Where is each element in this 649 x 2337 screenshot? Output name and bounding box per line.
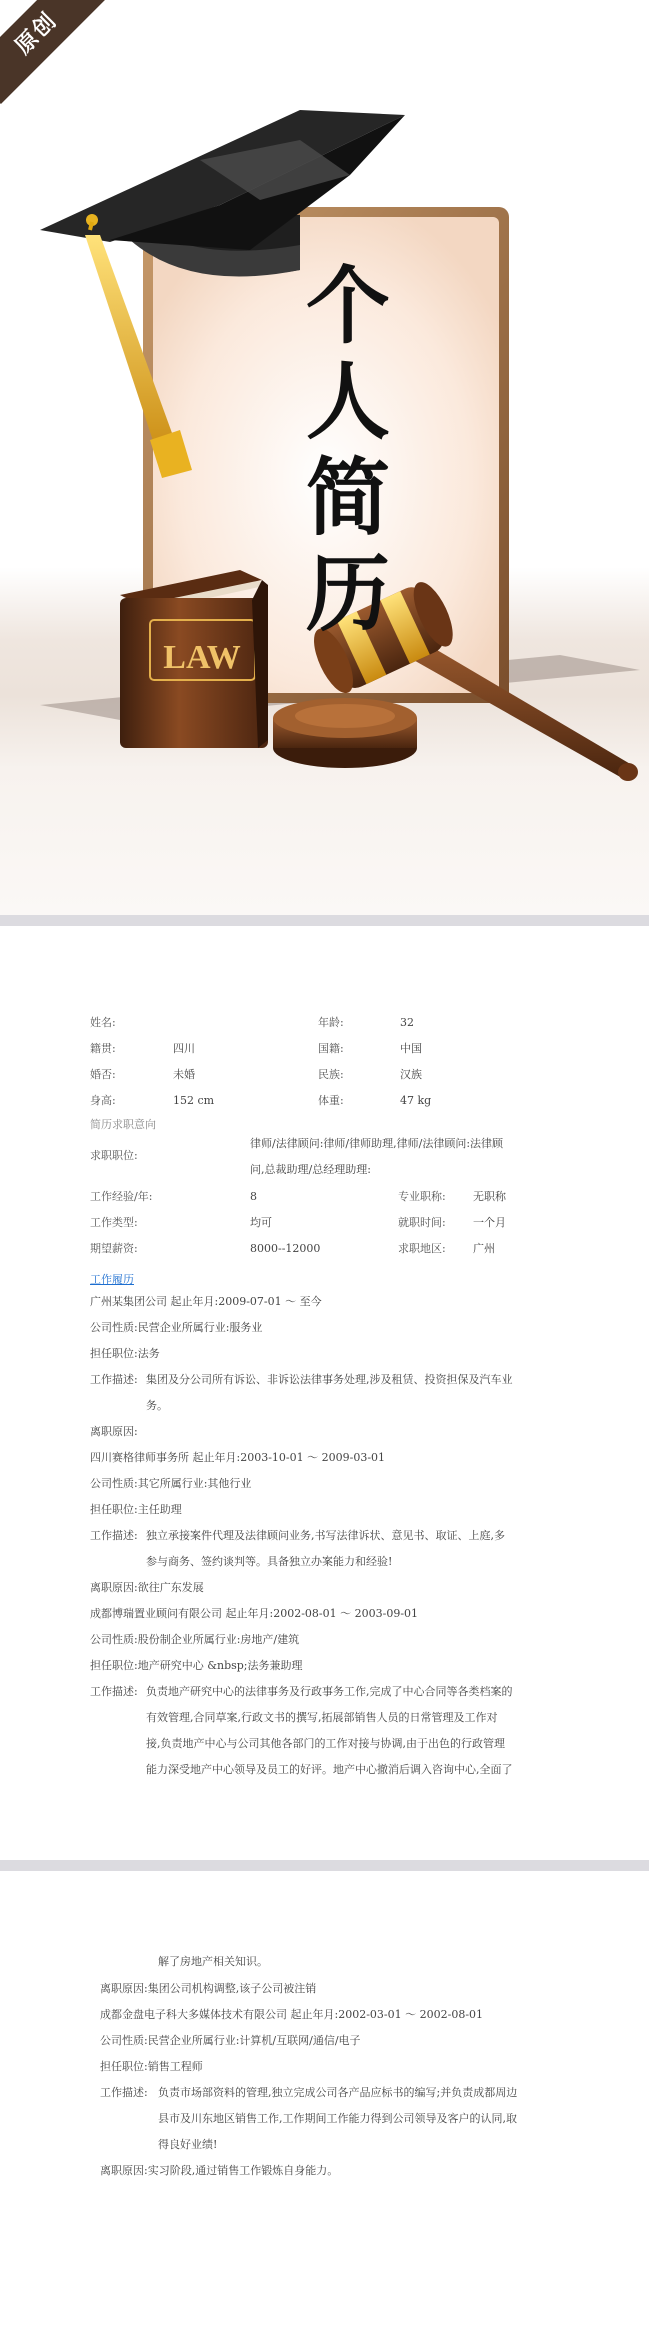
job-position: 担任职位:法务 (90, 1347, 160, 1360)
weight-value: 47 kg (400, 1094, 432, 1107)
height-label: 身高: (90, 1094, 116, 1107)
experience-section-title[interactable]: 工作履历 (90, 1273, 134, 1286)
job-company: 成都博瑞置业顾问有限公司 起止年月:2002-08-01 ～ 2003-09-01 (90, 1607, 419, 1620)
job-desc-line: 参与商务、签约谈判等。具备独立办案能力和经验! (146, 1555, 393, 1568)
marital-value: 未婚 (173, 1068, 195, 1081)
weight-label: 体重: (318, 1094, 344, 1107)
start-label: 就职时间: (398, 1216, 446, 1229)
job-company: 广州某集团公司 起止年月:2009-07-01 ～ 至今 (90, 1295, 322, 1308)
job-leave-reason: 离职原因: (90, 1425, 138, 1438)
job-nature: 公司性质:股份制企业所属行业:房地产/建筑 (90, 1633, 300, 1646)
job-desc-line: 接,负责地产中心与公司其他各部门的工作对接与协调,由于出色的行政管理 (146, 1737, 505, 1750)
job-desc-line: 集团及分公司所有诉讼、非诉讼法律事务处理,涉及租赁、投资担保及汽车业 (146, 1373, 513, 1386)
job-desc-line: 解了房地产相关知识。 (158, 1955, 268, 1968)
age-value: 32 (400, 1016, 414, 1029)
cover-title-char: 简 (305, 449, 390, 547)
job-nature: 公司性质:其它所属行业:其他行业 (90, 1477, 252, 1490)
cover-title-char: 历 (305, 545, 390, 643)
position-value-line1: 律师/法律顾问:律师/律师助理,律师/法律顾问:法律顾 (250, 1137, 504, 1150)
cover-title-char: 人 (305, 353, 390, 451)
book-label: LAW (163, 639, 241, 676)
page-separator (0, 915, 649, 926)
salary-value: 8000--12000 (250, 1242, 321, 1255)
height-value: 152 cm (173, 1094, 215, 1107)
marital-label: 婚否: (90, 1068, 116, 1081)
job-company: 成都金盘电子科大多媒体技术有限公司 起止年月:2002-03-01 ～ 2002-08-01 (100, 2008, 484, 2021)
job-desc-label: 工作描述: (90, 1685, 138, 1698)
area-value: 广州 (473, 1242, 495, 1255)
job-leave-reason: 离职原因:欲往广东发展 (90, 1581, 204, 1594)
native-label: 籍贯: (90, 1042, 116, 1055)
position-label: 求职职位: (90, 1149, 138, 1162)
job-leave-reason: 离职原因:实习阶段,通过销售工作锻炼自身能力。 (100, 2164, 339, 2177)
job-desc-line: 负责地产研究中心的法律事务及行政事务工作,完成了中心合同等各类档案的 (146, 1685, 513, 1698)
years-label: 工作经验/年: (90, 1190, 153, 1203)
job-position: 担任职位:销售工程师 (100, 2060, 203, 2073)
ethnic-value: 汉族 (400, 1068, 422, 1081)
job-desc-label: 工作描述: (100, 2086, 148, 2099)
age-label: 年龄: (318, 1016, 344, 1029)
name-label: 姓名: (90, 1016, 116, 1029)
job-position: 担任职位:主任助理 (90, 1503, 182, 1516)
position-value-line2: 问,总裁助理/总经理助理: (250, 1163, 371, 1176)
original-badge: 原创 (0, 0, 107, 104)
job-position: 担任职位:地产研究中心 &nbsp;法务兼助理 (90, 1659, 303, 1672)
salary-label: 期望薪资: (90, 1242, 138, 1255)
native-value: 四川 (173, 1042, 195, 1055)
prof-title-value: 无职称 (473, 1190, 506, 1203)
intent-section-title: 简历求职意向 (90, 1118, 156, 1131)
job-desc-line: 有效管理,合同草案,行政文书的撰写,拓展部销售人员的日常管理及工作对 (146, 1711, 498, 1724)
work-type-label: 工作类型: (90, 1216, 138, 1229)
nationality-label: 国籍: (318, 1042, 344, 1055)
job-desc-label: 工作描述: (90, 1529, 138, 1542)
years-value: 8 (250, 1190, 257, 1203)
job-desc-line: 务。 (146, 1399, 168, 1412)
prof-title-label: 专业职称: (398, 1190, 446, 1203)
job-desc-line: 得良好业绩! (158, 2138, 218, 2151)
job-desc-line: 负责市场部资料的管理,独立完成公司各产品应标书的编写;并负责成都周边 (158, 2086, 518, 2099)
job-nature: 公司性质:民营企业所属行业:服务业 (90, 1321, 263, 1334)
job-desc-line: 能力深受地产中心领导及员工的好评。地产中心撤消后调入咨询中心,全面了 (146, 1763, 513, 1776)
start-value: 一个月 (473, 1216, 506, 1229)
cover-title-char: 个 (305, 257, 390, 355)
page-separator (0, 1860, 649, 1871)
job-desc-label: 工作描述: (90, 1373, 138, 1386)
job-desc-line: 独立承接案件代理及法律顾问业务,书写法律诉状、意见书、取证、上庭,多 (146, 1529, 505, 1542)
resume-cover (0, 0, 649, 915)
job-nature: 公司性质:民营企业所属行业:计算机/互联网/通信/电子 (100, 2034, 361, 2047)
work-type-value: 均可 (250, 1216, 272, 1229)
nationality-value: 中国 (400, 1042, 422, 1055)
ethnic-label: 民族: (318, 1068, 344, 1081)
cover-title (293, 258, 403, 642)
job-leave-reason: 离职原因:集团公司机构调整,该子公司被注销 (100, 1982, 317, 1995)
job-company: 四川赛格律师事务所 起止年月:2003-10-01 ～ 2009-03-01 (90, 1451, 386, 1464)
area-label: 求职地区: (398, 1242, 446, 1255)
job-desc-line: 县市及川东地区销售工作,工作期间工作能力得到公司领导及客户的认同,取 (158, 2112, 517, 2125)
